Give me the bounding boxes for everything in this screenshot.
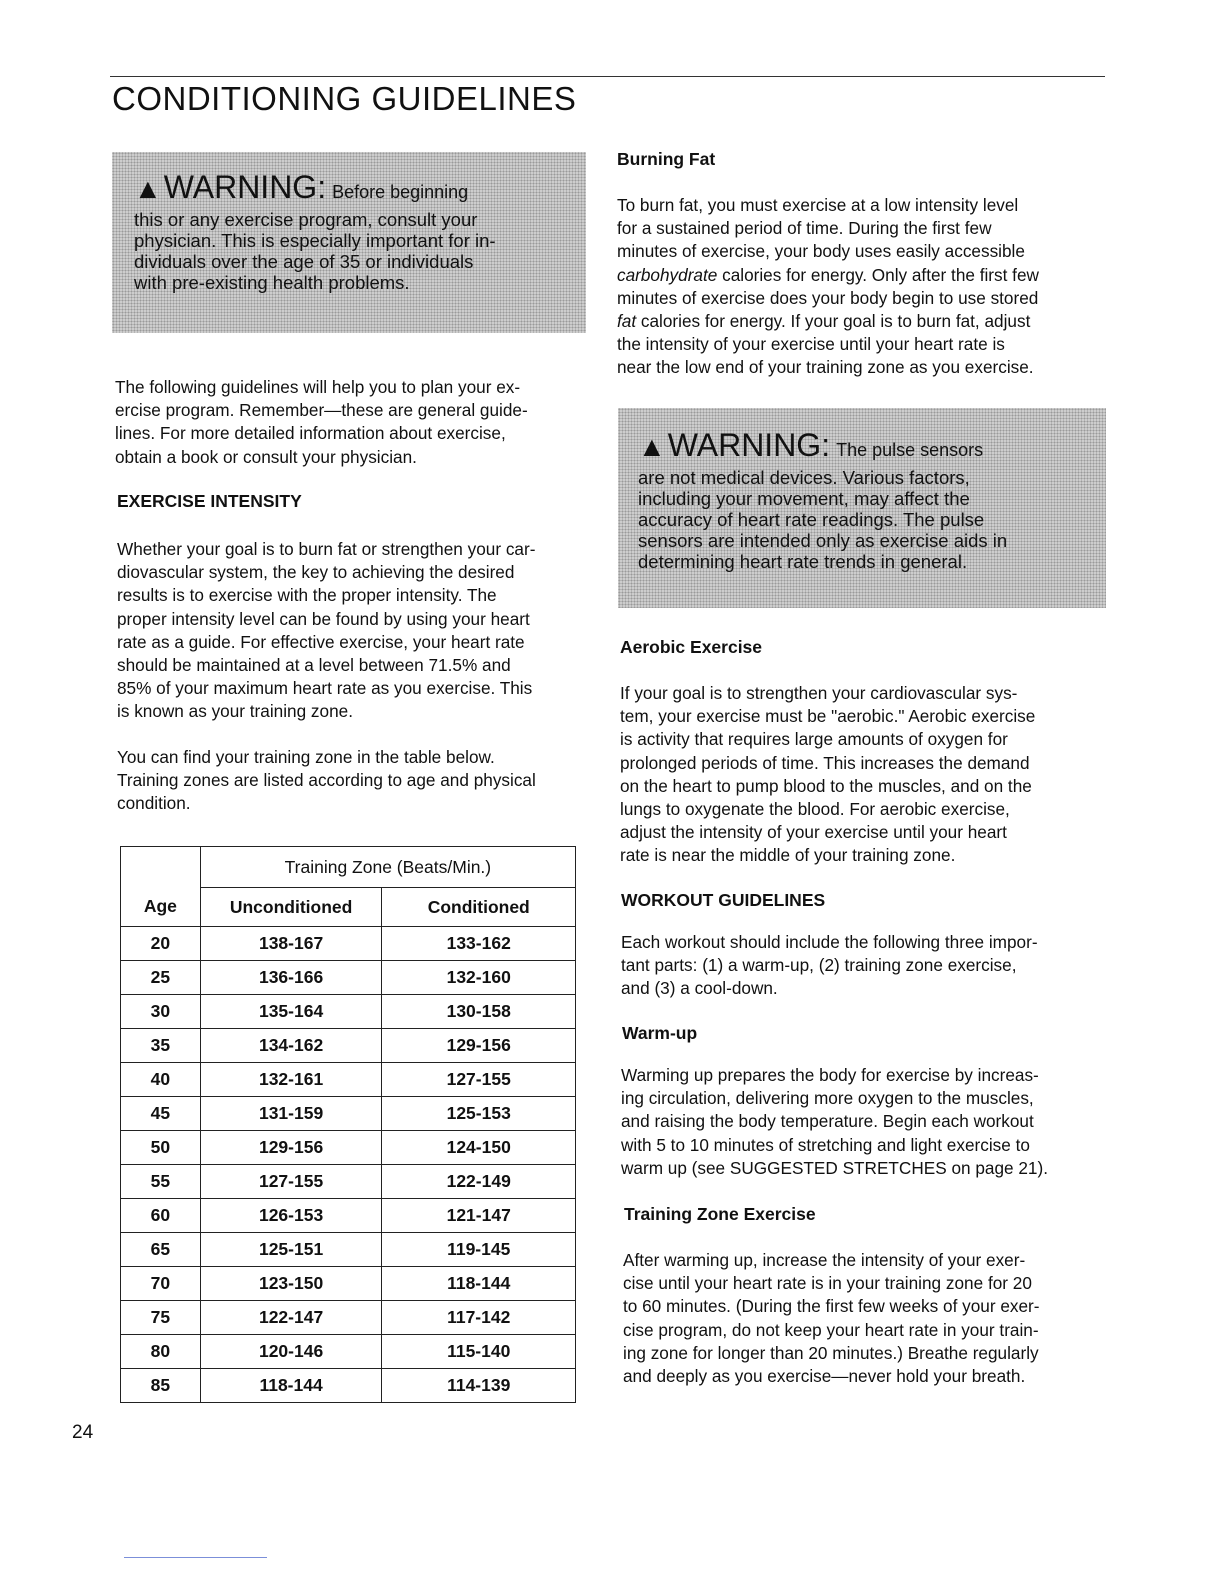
- unconditioned-cell: 118-144: [200, 1369, 382, 1403]
- unconditioned-cell: 123-150: [200, 1267, 382, 1301]
- age-cell: 50: [121, 1131, 201, 1165]
- text-fragment: calories for energy. Only after the first few: [717, 264, 1039, 285]
- text-line: If your goal is to strengthen your cardiovascular sys-: [620, 683, 1018, 703]
- warning-line: determining heart rate trends in general.: [638, 551, 968, 572]
- table-intro-paragraph: [117, 746, 536, 816]
- text-line: rate is near the middle of your training zone.: [620, 845, 956, 866]
- footer-rule: [124, 1557, 267, 1558]
- warning-label: WARNING:: [667, 427, 831, 463]
- age-cell: 30: [121, 995, 201, 1029]
- text-line: The following guidelines will help you to plan your ex-: [115, 377, 521, 397]
- warning-triangle-icon: ▲: [134, 173, 162, 204]
- burning-fat-heading: Burning Fat: [617, 149, 716, 169]
- conditioned-cell: 129-156: [382, 1029, 576, 1063]
- text-line: warm up (see SUGGESTED STRETCHES on page 21).: [621, 1157, 1048, 1178]
- text-line: on the heart to pump blood to the muscles, and on the: [620, 775, 1032, 796]
- text-line: 85% of your maximum heart rate as you exercise. This: [117, 678, 533, 699]
- age-cell: 55: [121, 1165, 201, 1199]
- text-line: rate as a guide. For effective exercise, your heart rate: [117, 631, 525, 652]
- training-zone-exercise-heading: Training Zone Exercise: [624, 1204, 816, 1224]
- text-line: After warming up, increase the intensity of your exer-: [623, 1250, 1026, 1270]
- text-fragment: calories for energy. If your goal is to burn fat, adjust: [636, 311, 1031, 332]
- text-line: ercise program. Remember—these are general guide-: [115, 400, 528, 421]
- text-line: diovascular system, the key to achieving the desired: [117, 562, 515, 583]
- emphasis-carbohydrate: carbohydrate: [617, 264, 718, 285]
- warning-box-pulse-sensors: [618, 408, 1106, 608]
- text-line: near the low end of your training zone as you exercise.: [617, 357, 1034, 378]
- text-line: Warming up prepares the body for exercise by increas-: [621, 1065, 1039, 1085]
- age-cell: 35: [121, 1029, 201, 1063]
- warning-line: sensors are intended only as exercise aids in: [638, 530, 1008, 551]
- text-line: obtain a book or consult your physician.: [115, 446, 417, 467]
- warning-box-physician: [112, 152, 586, 333]
- unconditioned-column-header: Unconditioned: [200, 888, 382, 927]
- warning-line: this or any exercise program, consult your: [134, 209, 478, 230]
- text-line: Training zones are listed according to age and physical: [117, 770, 536, 791]
- text-line: is activity that requires large amounts of oxygen for: [620, 729, 1008, 750]
- conditioned-cell: 133-162: [382, 927, 576, 961]
- warning-line: with pre-existing health problems.: [134, 272, 410, 293]
- unconditioned-cell: 138-167: [200, 927, 382, 961]
- unconditioned-cell: 135-164: [200, 995, 382, 1029]
- unconditioned-cell: 127-155: [200, 1165, 382, 1199]
- warning-line: dividuals over the age of 35 or individuals: [134, 251, 474, 272]
- training-zone-table: [120, 846, 576, 1403]
- unconditioned-cell: 126-153: [200, 1199, 382, 1233]
- intro-paragraph: [115, 376, 528, 469]
- warning-heading: [638, 428, 1096, 467]
- aerobic-paragraph: [620, 682, 1035, 868]
- training-zone-exercise-paragraph: [623, 1249, 1040, 1388]
- conditioned-column-header: Conditioned: [382, 888, 576, 927]
- unconditioned-cell: 122-147: [200, 1301, 382, 1335]
- unconditioned-cell: 125-151: [200, 1233, 382, 1267]
- training-zone-header: Training Zone (Beats/Min.): [200, 847, 575, 888]
- table-row: [121, 1267, 576, 1301]
- table-row: [121, 1199, 576, 1233]
- conditioned-cell: 121-147: [382, 1199, 576, 1233]
- text-line: ing circulation, delivering more oxygen to the muscles,: [621, 1088, 1034, 1109]
- emphasis-fat: fat: [617, 311, 637, 332]
- training-zone-body: [121, 927, 576, 1403]
- conditioned-cell: 114-139: [382, 1369, 576, 1403]
- header-rule: [110, 76, 1105, 77]
- table-row: [121, 1097, 576, 1131]
- text-line: the intensity of your exercise until your heart rate is: [617, 334, 1005, 355]
- unconditioned-cell: 131-159: [200, 1097, 382, 1131]
- warning-triangle-icon: ▲: [638, 431, 666, 462]
- warm-up-paragraph: [621, 1064, 1048, 1180]
- conditioned-cell: 132-160: [382, 961, 576, 995]
- age-cell: 65: [121, 1233, 201, 1267]
- burning-fat-paragraph: [617, 194, 1039, 380]
- table-row: [121, 1335, 576, 1369]
- table-row: [121, 1301, 576, 1335]
- table-row: [121, 961, 576, 995]
- table-row: [121, 927, 576, 961]
- text-line: and (3) a cool-down.: [621, 978, 778, 999]
- conditioned-cell: 127-155: [382, 1063, 576, 1097]
- text-line: is known as your training zone.: [117, 701, 353, 722]
- age-cell: 40: [121, 1063, 201, 1097]
- age-cell: 70: [121, 1267, 201, 1301]
- age-cell: 25: [121, 961, 201, 995]
- text-line: Each workout should include the following three impor-: [621, 932, 1038, 952]
- unconditioned-cell: 134-162: [200, 1029, 382, 1063]
- unconditioned-cell: 136-166: [200, 961, 382, 995]
- text-line: [617, 310, 1039, 333]
- age-cell: 20: [121, 927, 201, 961]
- text-line: lungs to oxygenate the blood. For aerobic exercise,: [620, 799, 1010, 820]
- warning-line: accuracy of heart rate readings. The pulse: [638, 509, 985, 530]
- age-column-header: Age: [121, 888, 201, 927]
- conditioned-cell: 118-144: [382, 1267, 576, 1301]
- table-row: [121, 1233, 576, 1267]
- age-cell: 80: [121, 1335, 201, 1369]
- warning-lead: The pulse sensors: [836, 440, 984, 460]
- exercise-intensity-heading: EXERCISE INTENSITY: [117, 491, 302, 511]
- warm-up-heading: Warm-up: [622, 1023, 698, 1043]
- warning-heading: [134, 170, 572, 209]
- page-title: CONDITIONING GUIDELINES: [112, 80, 577, 117]
- unconditioned-cell: 120-146: [200, 1335, 382, 1369]
- conditioned-cell: 119-145: [382, 1233, 576, 1267]
- text-line: Whether your goal is to burn fat or strengthen your car-: [117, 539, 536, 559]
- text-line: with 5 to 10 minutes of stretching and light exercise to: [621, 1134, 1030, 1155]
- text-line: cise program, do not keep your heart rate in your train-: [623, 1319, 1039, 1340]
- workout-paragraph: [621, 931, 1038, 1001]
- text-line: tant parts: (1) a warm-up, (2) training zone exercise,: [621, 955, 1017, 976]
- text-line: lines. For more detailed information about exercise,: [115, 423, 506, 444]
- text-line: results is to exercise with the proper intensity. The: [117, 585, 497, 606]
- text-line: You can find your training zone in the table below.: [117, 747, 495, 767]
- text-line: ing zone for longer than 20 minutes.) Breathe regularly: [623, 1342, 1039, 1363]
- text-line: adjust the intensity of your exercise until your heart: [620, 822, 1007, 843]
- table-row: [121, 1029, 576, 1063]
- conditioned-cell: 115-140: [382, 1335, 576, 1369]
- unconditioned-cell: 129-156: [200, 1131, 382, 1165]
- warning-line: physician. This is especially important for in-: [134, 230, 496, 251]
- text-line: and raising the body temperature. Begin each workout: [621, 1111, 1034, 1132]
- unconditioned-cell: 132-161: [200, 1063, 382, 1097]
- text-line: minutes of exercise does your body begin to use stored: [617, 287, 1039, 308]
- conditioned-cell: 117-142: [382, 1301, 576, 1335]
- conditioned-cell: 130-158: [382, 995, 576, 1029]
- warning-lead: Before beginning: [332, 182, 469, 202]
- conditioned-cell: 125-153: [382, 1097, 576, 1131]
- aerobic-exercise-heading: Aerobic Exercise: [620, 637, 763, 657]
- table-row: [121, 1165, 576, 1199]
- age-cell: 45: [121, 1097, 201, 1131]
- text-line: condition.: [117, 793, 191, 814]
- text-line: [617, 264, 1039, 287]
- text-line: tem, your exercise must be "aerobic." Aerobic exercise: [620, 706, 1036, 727]
- conditioned-cell: 122-149: [382, 1165, 576, 1199]
- text-line: prolonged periods of time. This increases the demand: [620, 752, 1030, 773]
- age-cell: 60: [121, 1199, 201, 1233]
- age-cell: 85: [121, 1369, 201, 1403]
- workout-guidelines-heading: WORKOUT GUIDELINES: [621, 890, 826, 910]
- table-row: [121, 995, 576, 1029]
- exercise-intensity-paragraph: [117, 538, 535, 724]
- table-row: [121, 1063, 576, 1097]
- text-line: to 60 minutes. (During the first few weeks of your exer-: [623, 1296, 1040, 1317]
- text-line: cise until your heart rate is in your training zone for 20: [623, 1273, 1032, 1294]
- text-line: minutes of exercise, your body uses easily accessible: [617, 241, 1025, 262]
- warning-label: WARNING:: [163, 169, 327, 205]
- warning-line: are not medical devices. Various factors,: [638, 467, 970, 488]
- warning-line: including your movement, may affect the: [638, 488, 970, 509]
- table-corner: [121, 847, 201, 888]
- table-row: [121, 1131, 576, 1165]
- table-row: [121, 1369, 576, 1403]
- text-line: and deeply as you exercise—never hold your breath.: [623, 1366, 1026, 1387]
- text-line: should be maintained at a level between 71.5% and: [117, 655, 511, 676]
- page-number: 24: [72, 1422, 94, 1443]
- text-line: for a sustained period of time. During the first few: [617, 218, 992, 239]
- age-cell: 75: [121, 1301, 201, 1335]
- conditioned-cell: 124-150: [382, 1131, 576, 1165]
- text-line: To burn fat, you must exercise at a low intensity level: [617, 195, 1019, 215]
- text-line: proper intensity level can be found by using your heart: [117, 608, 530, 629]
